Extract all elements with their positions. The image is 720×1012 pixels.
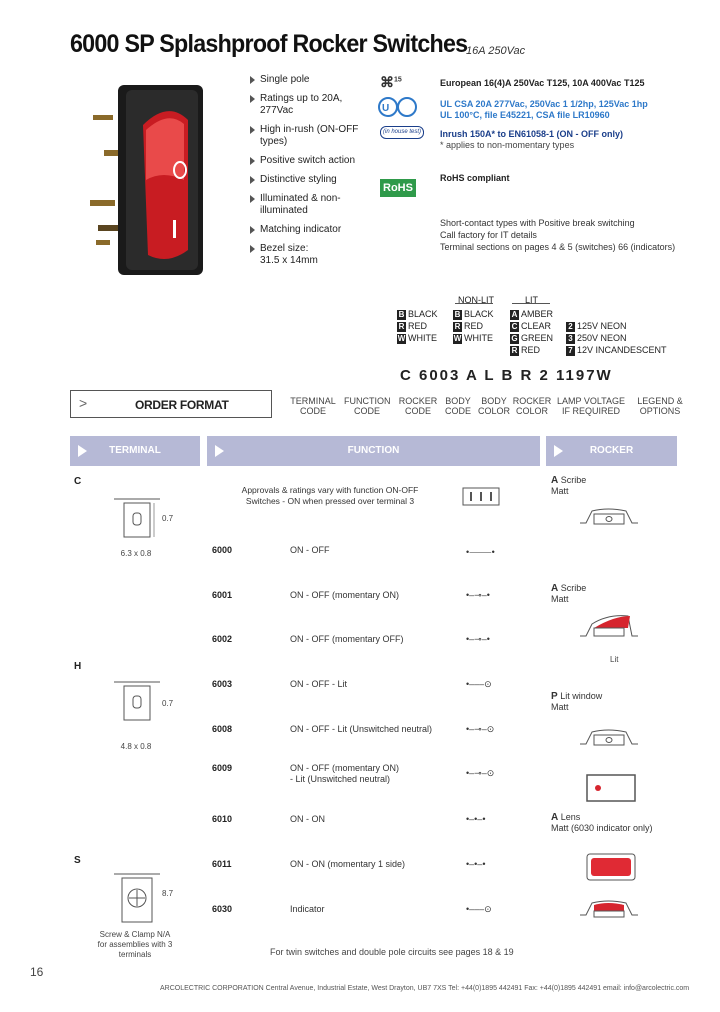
rocker-finish: Matt	[551, 486, 569, 496]
terminal-s-drawing	[112, 870, 182, 930]
circuit-symbol: •⸻•	[466, 547, 495, 557]
order-header: BODY COLOR	[477, 396, 510, 416]
feature-item: Bezel size:	[250, 243, 370, 255]
order-header: LEGEND & OPTIONS	[637, 396, 683, 416]
function-code: 6011	[212, 859, 232, 869]
code-name: CLEAR	[521, 321, 552, 331]
code-letter: 3	[566, 334, 575, 344]
function-desc: Indicator	[290, 904, 325, 914]
lit-rocker-codes	[510, 308, 553, 356]
feature-item: Matching indicator	[250, 224, 370, 236]
code-name: AMBER	[521, 309, 554, 319]
circuit-symbol: •–––⊙	[466, 679, 492, 689]
code-name: BLACK	[464, 309, 494, 319]
function-code: 6009	[212, 763, 233, 773]
rocker-code: A	[551, 812, 559, 823]
enec-logo-number: 15	[394, 76, 402, 84]
terminal-caption: Screw & Clamp N/A for assemblies with 3 terminals	[97, 930, 173, 959]
function-code: 6003	[212, 679, 233, 689]
function-desc: ON - ON	[290, 814, 325, 824]
code-name: GREEN	[521, 333, 554, 343]
feature-item: High in-rush (ON-OFF types)	[250, 124, 370, 148]
terminal-dim: 0.7	[162, 514, 174, 523]
function-desc: ON - OFF	[290, 545, 330, 555]
approval-ul-csa: UL CSA 20A 277Vac, 250Vac 1 1/2hp, 125Vac 1hp	[440, 99, 648, 109]
rocker-name: Scribe	[560, 475, 587, 485]
code-letter: W	[397, 334, 406, 343]
code-letter: 2	[566, 322, 575, 332]
function-code: 6002	[212, 634, 233, 644]
approval-ul-file: UL 100°C, file E45221, CSA file LR10960	[440, 110, 610, 120]
order-header: BODY CODE	[444, 396, 471, 416]
code-name: 250V NEON	[577, 333, 627, 343]
terminal-dim: 4.8 x 0.8	[120, 742, 152, 751]
function-code: 6030	[212, 904, 233, 914]
circuit-symbol: •–⊸–⊙	[466, 768, 495, 778]
function-desc: ON - OFF - Lit (Unswitched neutral)	[290, 724, 433, 734]
order-format-box	[70, 390, 272, 418]
enec-logo: ⌘$^{15}$	[380, 74, 402, 90]
ul-csa-logo	[378, 96, 418, 118]
page-number: 16	[30, 965, 44, 979]
order-header: FUNCTION CODE	[344, 396, 391, 416]
note-line: Terminal sections on pages 4 & 5 (switches) 66 (indicators)	[440, 242, 676, 252]
approval-footnote: * applies to non-momentary types	[440, 140, 575, 150]
order-header: ROCKER CODE	[398, 396, 438, 416]
feature-item: Illuminated & non-illuminated	[250, 193, 370, 217]
code-letter: R	[454, 322, 461, 331]
product-photo	[88, 60, 228, 275]
feature-list	[250, 74, 370, 274]
rocker-scribe-lit-drawing	[578, 610, 640, 648]
approval-european: European 16(4)A 250Vac T125, 10A 400Vac T125	[440, 78, 645, 88]
footer-note: For twin switches and double pole circuits see pages 18 & 19	[270, 947, 514, 957]
code-name: BLACK	[408, 309, 438, 319]
rocker-code: A	[551, 583, 559, 594]
lit-window-front-view	[586, 774, 638, 804]
code-letter: 7	[566, 346, 575, 356]
nonlit-header: NON-LIT	[458, 295, 494, 305]
page-subtitle: 16A 250Vac	[466, 45, 526, 57]
rohs-text: RoHS compliant	[440, 173, 510, 183]
section-function	[207, 436, 540, 466]
chevron-right-icon: >	[79, 395, 88, 411]
terminal-dim: 0.7	[162, 699, 174, 708]
svg-text:U: U	[382, 103, 390, 114]
lens-side-drawing	[578, 895, 640, 925]
terminal-code: C	[74, 476, 82, 487]
rocker-label	[551, 475, 586, 497]
code-letter: C	[511, 322, 518, 331]
section-terminal	[70, 436, 200, 466]
code-letter: R	[511, 346, 518, 355]
rocker-finish: Matt	[551, 702, 569, 712]
feature-item: 31.5 x 14mm	[260, 255, 318, 266]
order-header: TERMINAL CODE	[290, 396, 336, 416]
lamp-voltage-codes	[566, 320, 667, 356]
lit-header: LIT	[525, 295, 539, 305]
lens-front-view	[586, 853, 638, 883]
function-desc: ON - OFF (momentary ON) - Lit (Unswitched neutral)	[290, 763, 400, 784]
code-letter: A	[511, 310, 518, 319]
terminal-dim: 8.7	[162, 889, 174, 898]
nonlit-rule	[455, 303, 493, 304]
function-code: 6010	[212, 814, 233, 824]
code-name: WHITE	[464, 333, 493, 343]
section-rocker-title: ROCKER	[589, 445, 634, 456]
rocker-extra: Lit	[610, 655, 619, 664]
page-title: 6000 SP Splashproof Rocker Switches	[70, 30, 468, 58]
section-terminal-title: TERMINAL	[109, 445, 161, 456]
function-desc: ON - ON (momentary 1 side)	[290, 859, 406, 869]
order-format-label: ORDER FORMAT	[135, 398, 229, 412]
circuit-symbol: •–•–•	[466, 859, 486, 869]
lit-rule	[512, 303, 550, 304]
approvals-block	[440, 78, 700, 184]
code-letter: B	[454, 310, 461, 319]
function-desc: ON - OFF (momentary OFF)	[290, 634, 404, 644]
rocker-label	[551, 583, 586, 605]
note-line: Short-contact types with Positive break switching	[440, 218, 635, 228]
circuit-symbol: •–––⊙	[466, 904, 492, 914]
code-name: 12V INCANDESCENT	[577, 345, 667, 355]
rocker-code: A	[551, 475, 559, 486]
code-letter: G	[511, 334, 518, 343]
rocker-name: Scribe	[560, 583, 587, 593]
function-desc: ON - OFF - Lit	[290, 679, 347, 689]
code-name: RED	[521, 345, 541, 355]
code-name: 125V NEON	[577, 321, 627, 331]
function-code: 6008	[212, 724, 233, 734]
rocker-finish: Matt (6030 indicator only)	[551, 823, 653, 833]
rocker-scribe-drawing	[578, 503, 640, 533]
terminal-layout-symbol	[462, 487, 502, 507]
terminal-dim: 6.3 x 0.8	[120, 549, 152, 558]
code-letter: B	[398, 310, 405, 319]
section-rocker	[546, 436, 677, 466]
circuit-symbol: •–⊸–•	[466, 590, 490, 600]
order-header: LAMP VOLTAGE IF REQUIRED	[556, 396, 626, 416]
rocker-lit-window-drawing	[578, 724, 640, 754]
feature-item: Single pole	[250, 74, 370, 86]
footer-contact: ARCOLECTRIC CORPORATION Central Avenue, Industrial Estate, West Drayton, UB7 7XS Tel: +44(0)1895 442491 Fax: +44(0)1895 442491 email: info@arcolectric.com	[160, 985, 690, 992]
circuit-symbol: •–⊸–•	[466, 634, 490, 644]
function-code: 6001	[212, 590, 233, 600]
function-desc: ON - OFF (momentary ON)	[290, 590, 400, 600]
rocker-name: Lens	[560, 812, 581, 822]
circuit-symbol: •–•–•	[466, 814, 486, 824]
code-name: RED	[408, 321, 428, 331]
terminal-code: S	[74, 855, 81, 866]
code-letter: W	[453, 334, 462, 343]
in-house-test-logo: (in house test)	[380, 126, 424, 139]
feature-item: Positive switch action	[250, 155, 370, 167]
rocker-name: Lit window	[560, 691, 603, 701]
code-letter: R	[398, 322, 405, 331]
rocker-label	[551, 691, 602, 713]
feature-item: Distinctive styling	[250, 174, 370, 186]
code-name: RED	[464, 321, 484, 331]
rocker-finish: Matt	[551, 594, 569, 604]
circuit-symbol: •–⊸–⊙	[466, 724, 495, 734]
order-header: ROCKER COLOR	[512, 396, 552, 416]
section-function-title: FUNCTION	[347, 445, 400, 456]
body-color-codes	[397, 308, 438, 344]
order-code-example: C 6003 A L B R 2 1197W	[400, 367, 613, 384]
terminal-code: H	[74, 661, 82, 672]
feature-item: Ratings up to 20A, 277Vac	[250, 93, 370, 117]
rocker-code: P	[551, 691, 558, 702]
function-intro: Approvals & ratings vary with function ON-OFF Switches - ON when pressed over terminal 3	[241, 485, 419, 506]
rohs-logo: RoHS	[380, 179, 416, 197]
nonlit-rocker-codes	[453, 308, 494, 344]
notes-block	[440, 217, 700, 253]
rocker-label	[551, 812, 653, 834]
code-name: WHITE	[408, 333, 437, 343]
note-line: Call factory for IT details	[440, 230, 537, 240]
approval-inrush: Inrush 150A* to EN61058-1 (ON - OFF only)	[440, 129, 624, 139]
function-code: 6000	[212, 545, 233, 555]
